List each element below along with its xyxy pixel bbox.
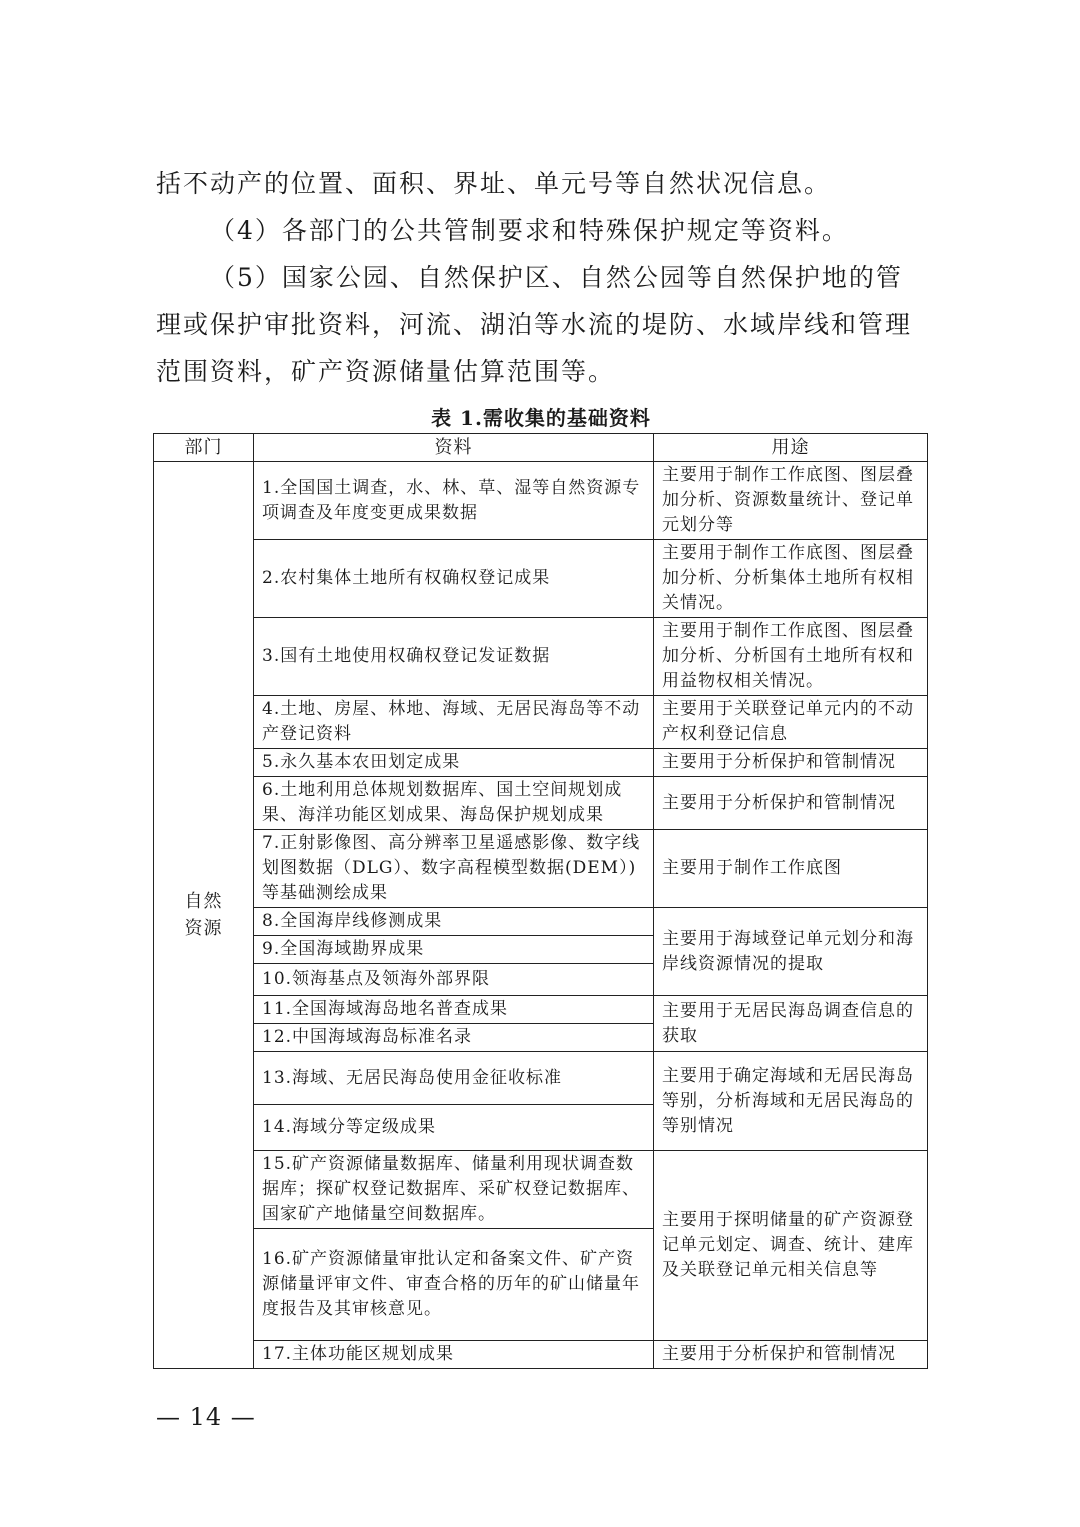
table-row xyxy=(154,1052,928,1105)
material-cell: 13.海域、无居民海岛使用金征收标准 xyxy=(254,1052,654,1105)
material-cell: 15.矿产资源储量数据库、储量利用现状调查数据库；探矿权登记数据库、采矿权登记数据库、国家矿产地储量空间数据库。 xyxy=(254,1151,654,1229)
header-dept: 部门 xyxy=(154,434,254,462)
table-row xyxy=(154,462,928,540)
material-cell: 7.正射影像图、高分辨率卫星遥感影像、数字线划图数据（DLG）、数字高程模型数据(DEM）)等基础测绘成果 xyxy=(254,830,654,908)
department-label: 自然 资源 xyxy=(184,891,223,939)
usage-cell: 主要用于分析保护和管制情况 xyxy=(654,1341,928,1369)
paragraph-item-4: （4）各部门的公共管制要求和特殊保护规定等资料。 xyxy=(210,216,849,245)
material-cell: 6.土地利用总体规划数据库、国土空间规划成果、海洋功能区划成果、海岛保护规划成果 xyxy=(254,777,654,830)
table-row xyxy=(154,1341,928,1369)
department-cell xyxy=(154,462,254,1369)
usage-cell: 主要用于分析保护和管制情况 xyxy=(654,777,928,830)
material-cell: 9.全国海域勘界成果 xyxy=(254,936,654,964)
material-cell: 16.矿产资源储量审批认定和备案文件、矿产资源储量评审文件、审查合格的历年的矿山储量年度报告及其审核意见。 xyxy=(254,1229,654,1341)
header-material: 资料 xyxy=(254,434,654,462)
header-usage: 用途 xyxy=(654,434,928,462)
table-caption: 表 1.需收集的基础资料 xyxy=(431,406,651,430)
material-cell: 1.全国国土调查，水、林、草、湿等自然资源专项调查及年度变更成果数据 xyxy=(254,462,654,540)
page-number: — 14 — xyxy=(156,1403,256,1431)
usage-cell: 主要用于确定海域和无居民海岛等别，分析海域和无居民海岛的等别情况 xyxy=(654,1052,928,1151)
usage-cell: 主要用于制作工作底图、图层叠加分析、分析国有土地所有权和用益物权相关情况。 xyxy=(654,618,928,696)
usage-cell: 主要用于制作工作底图 xyxy=(654,830,928,908)
material-cell: 4.土地、房屋、林地、海域、无居民海岛等不动产登记资料 xyxy=(254,696,654,749)
table-row xyxy=(154,1151,928,1229)
material-cell: 14.海域分等定级成果 xyxy=(254,1105,654,1151)
paragraph-item-5: （5）国家公园、自然保护区、自然公园等自然保护地的管理或保护审批资料，河流、湖泊等水流的堤防、水域岸线和管理范围资料，矿产资源储量估算范围等。 xyxy=(156,263,913,386)
usage-cell: 主要用于无居民海岛调查信息的获取 xyxy=(654,996,928,1052)
usage-cell: 主要用于分析保护和管制情况 xyxy=(654,749,928,777)
table-row xyxy=(154,777,928,830)
material-cell: 17.主体功能区规划成果 xyxy=(254,1341,654,1369)
table-row xyxy=(154,540,928,618)
table-header-row xyxy=(154,434,928,462)
material-cell: 3.国有土地使用权确权登记发证数据 xyxy=(254,618,654,696)
material-cell: 8.全国海岸线修测成果 xyxy=(254,908,654,936)
table-row xyxy=(154,908,928,936)
material-cell: 2.农村集体土地所有权确权登记成果 xyxy=(254,540,654,618)
usage-cell: 主要用于制作工作底图、图层叠加分析、资源数量统计、登记单元划分等 xyxy=(654,462,928,540)
table-row xyxy=(154,749,928,777)
usage-cell: 主要用于探明储量的矿产资源登记单元划定、调查、统计、建库及关联登记单元相关信息等 xyxy=(654,1151,928,1341)
material-cell: 10.领海基点及领海外部界限 xyxy=(254,964,654,996)
table-row xyxy=(154,830,928,908)
usage-cell: 主要用于制作工作底图、图层叠加分析、分析集体土地所有权相关情况。 xyxy=(654,540,928,618)
table-row xyxy=(154,618,928,696)
material-cell: 12.中国海域海岛标准名录 xyxy=(254,1024,654,1052)
table-row xyxy=(154,696,928,749)
material-cell: 11.全国海域海岛地名普查成果 xyxy=(254,996,654,1024)
usage-cell: 主要用于关联登记单元内的不动产权利登记信息 xyxy=(654,696,928,749)
table-row xyxy=(154,996,928,1024)
material-cell: 5.永久基本农田划定成果 xyxy=(254,749,654,777)
basic-materials-table xyxy=(153,433,928,1369)
paragraph-continuation: 括不动产的位置、面积、界址、单元号等自然状况信息。 xyxy=(156,169,832,198)
usage-cell: 主要用于海域登记单元划分和海岸线资源情况的提取 xyxy=(654,908,928,996)
